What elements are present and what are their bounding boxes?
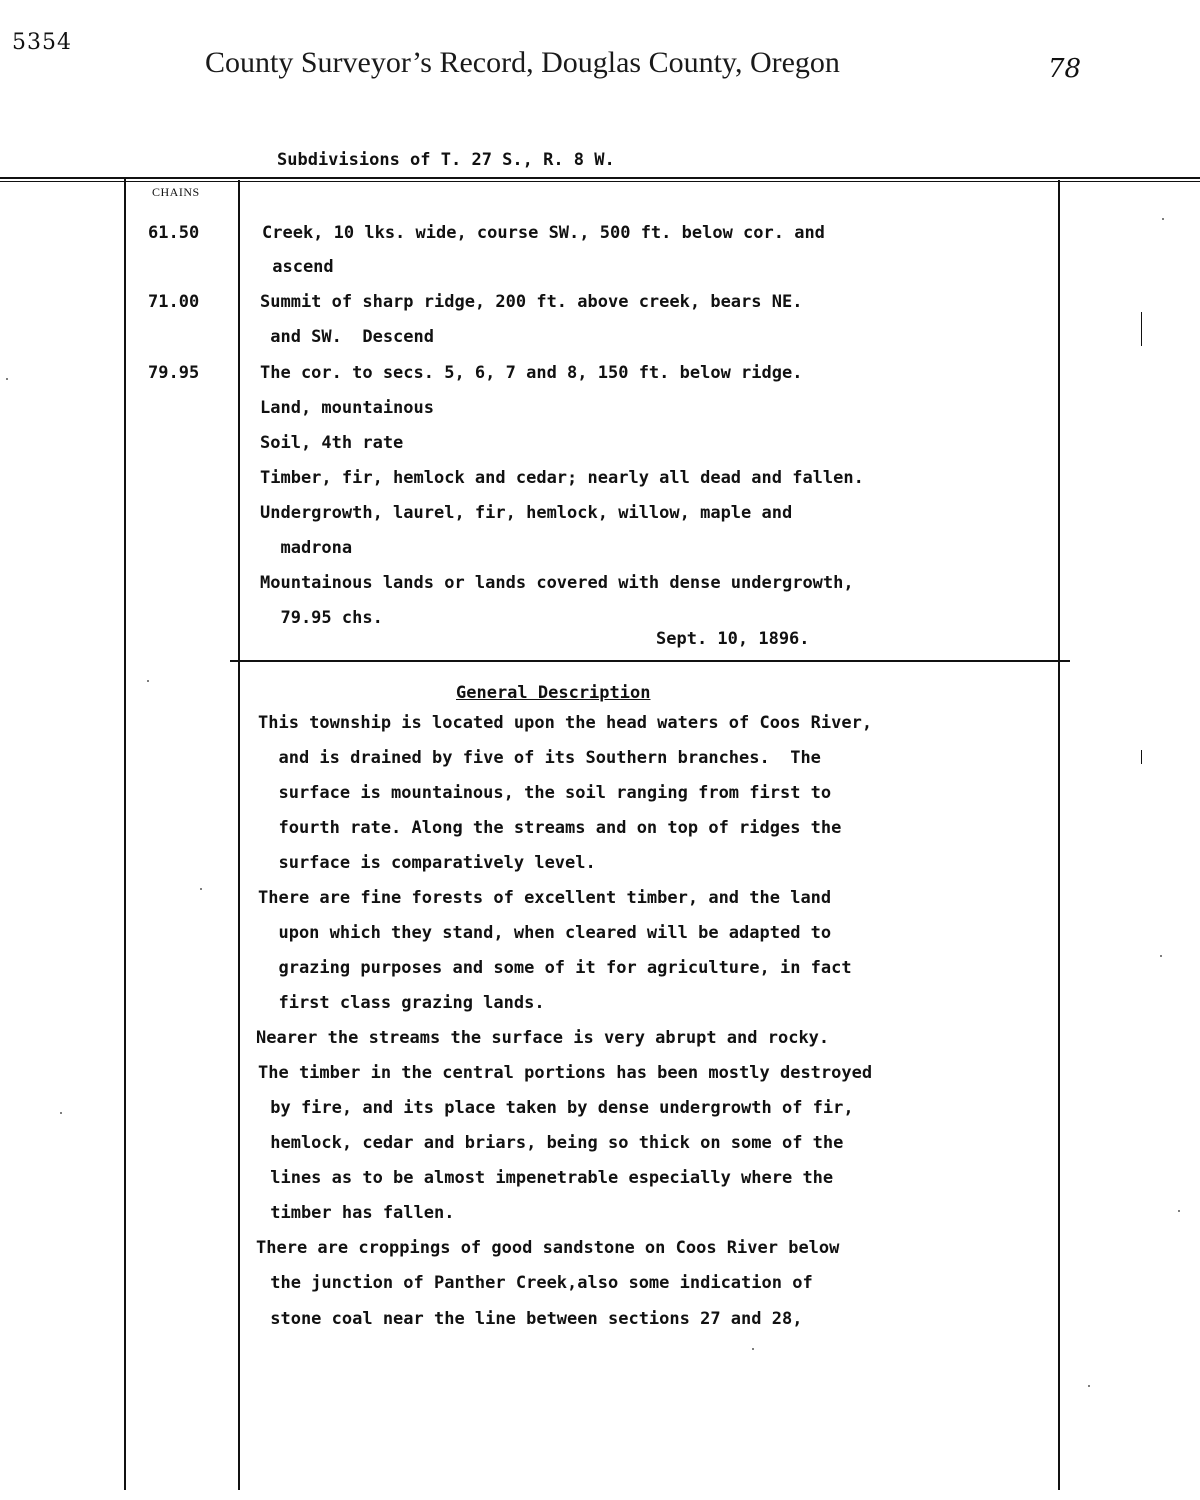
chains-divider-line [238,180,240,1490]
note-line: madrona [260,538,353,558]
description-line: surface is comparatively level. [258,853,596,873]
description-line: first class grazing lands. [258,993,545,1013]
survey-date: Sept. 10, 1896. [656,629,810,649]
chain-value: 61.50 [148,223,200,243]
entry-line: The cor. to secs. 5, 6, 7 and 8, 150 ft. below ridge. [260,363,803,383]
description-line: surface is mountainous, the soil ranging from first to [258,783,832,803]
top-rule [0,177,1200,179]
note-line: Undergrowth, laurel, fir, hemlock, willow, maple and [260,503,793,523]
description-line: fourth rate. Along the streams and on top of ridges the [258,818,842,838]
note-line: Soil, 4th rate [260,433,404,453]
margin-mark [1141,750,1142,764]
scan-speck [6,378,8,380]
chains-column-header: CHAINS [152,185,200,199]
chain-value: 79.95 [148,363,200,383]
scan-speck [1178,1210,1180,1212]
scan-speck [60,1112,62,1114]
scan-speck [752,1348,754,1350]
entry-line: and SW. Descend [260,327,434,347]
description-line: stone coal near the line between sections 27 and 28, [260,1309,803,1329]
scan-speck [147,680,149,682]
note-line: Timber, fir, hemlock and cedar; nearly all dead and fallen. [260,468,864,488]
note-line: Land, mountainous [260,398,434,418]
note-line: 79.95 chs. [260,608,383,628]
description-line: timber has fallen. [260,1203,455,1223]
chain-value: 71.00 [148,292,200,312]
description-line: This township is located upon the head waters of Coos River, [258,713,873,733]
record-number: 5354 [12,30,72,55]
top-rule-thin [0,181,1200,182]
description-line: hemlock, cedar and briars, being so thick on some of the [260,1133,844,1153]
page-title: County Surveyor’s Record, Douglas County, Oregon [205,46,840,79]
description-line: Nearer the streams the surface is very abrupt and rocky. [256,1028,830,1048]
general-description-heading: General Description [456,683,651,703]
right-margin-line [1058,180,1060,1490]
page-number: 78 [1048,54,1082,84]
margin-mark [1141,312,1142,346]
description-line: The timber in the central portions has been mostly destroyed [258,1063,873,1083]
section-divider [230,660,1070,662]
description-line: and is drained by five of its Southern branches. The [258,748,821,768]
township-subtitle: Subdivisions of T. 27 S., R. 8 W. [277,150,615,170]
scan-speck [1160,955,1162,957]
description-line: There are fine forests of excellent timber, and the land [258,888,832,908]
scan-speck [200,888,202,890]
note-line: Mountainous lands or lands covered with dense undergrowth, [260,573,854,593]
entry-line: Creek, 10 lks. wide, course SW., 500 ft. below cor. and [262,223,825,243]
description-line: There are croppings of good sandstone on Coos River below [256,1238,840,1258]
description-line: the junction of Panther Creek,also some indication of [260,1273,813,1293]
entry-line: Summit of sharp ridge, 200 ft. above creek, bears NE. [260,292,803,312]
description-line: upon which they stand, when cleared will be adapted to [258,923,832,943]
description-line: lines as to be almost impenetrable especially where the [260,1168,834,1188]
scan-speck [1088,1385,1090,1387]
left-margin-line [124,178,126,1490]
entry-line: ascend [262,257,334,277]
description-line: grazing purposes and some of it for agriculture, in fact [258,958,852,978]
scan-speck [1162,218,1164,220]
description-line: by fire, and its place taken by dense undergrowth of fir, [260,1098,854,1118]
